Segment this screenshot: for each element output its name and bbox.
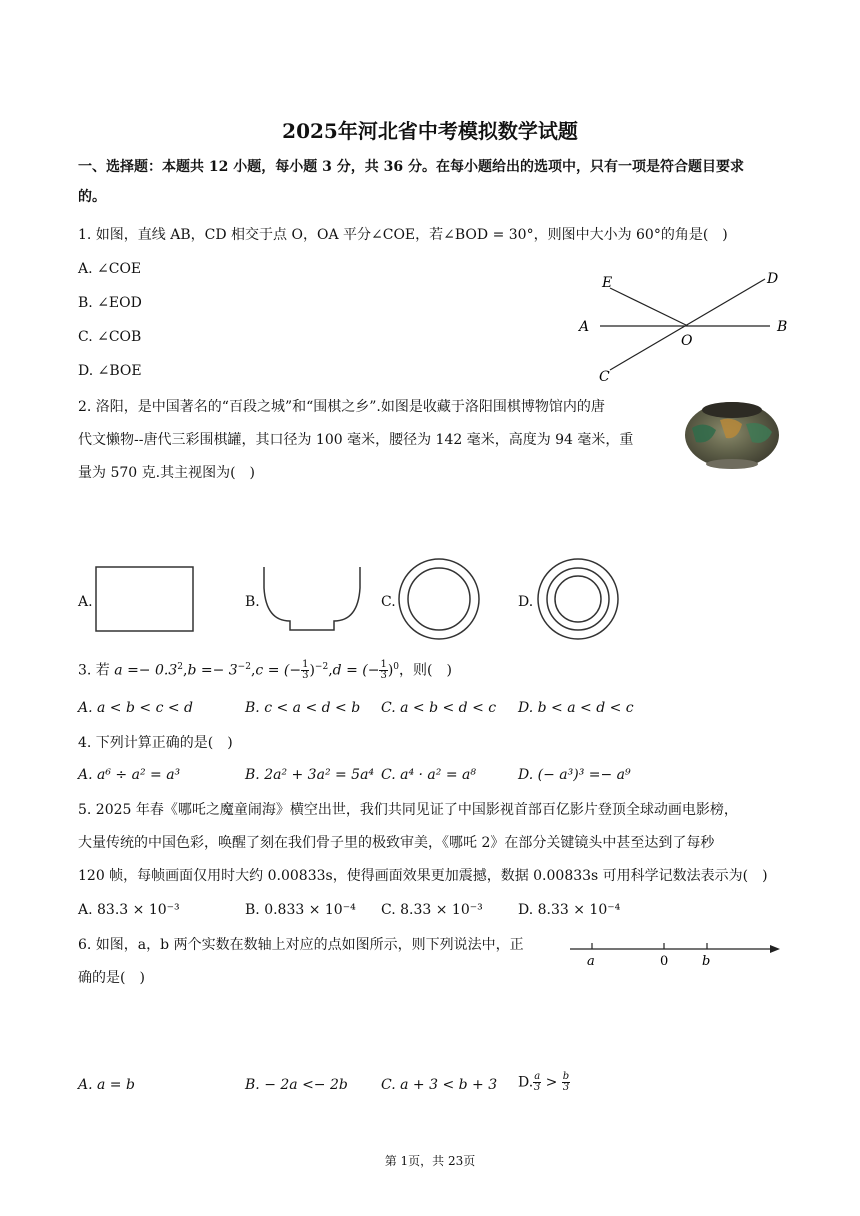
q5-line2: 大量传统的中国色彩，唤醒了刻在我们骨子里的极致审美，《哪吒 2》在部分关键镜头中甚至达到了每秒 [78,835,715,851]
q1-option-a: A. ∠COE [78,261,142,277]
q6-number-line [568,935,783,971]
q6-option-d: D. $\frac{a}{3}$ > $\frac{b}{3}$ [518,1071,570,1093]
q2-line3: 量为 570 克.其主视图为( ) [78,465,255,481]
q5-option-c: C. 8.33 × 10⁻³ [381,902,483,918]
q3-stem: 3. 若 $a =- 0.3^2,b =- 3^{-2},c$ = (− $\frac{1}{3}$ )$^{-2}$,d = (− $\frac{1}{3}$ )$^0$，则( ) [78,659,452,682]
label-C: C [599,369,610,385]
go-jar-photo [682,390,782,472]
q6-line1: 6. 如图，a，b 两个实数在数轴上对应的点如图所示，则下列说法中，正 [78,937,524,953]
q2-line1: 2. 洛阳，是中国著名的“百段之城”和“围棋之乡”.如图是收藏于洛阳围棋博物馆内的唐 [78,399,605,415]
q1-option-c: C. ∠COB [78,329,142,345]
q2-option-c-two-circles [397,557,481,641]
page-footer: 第 1页，共 23页 [384,1154,476,1168]
page-title: 2025年河北省中考模拟数学试题 [282,119,578,143]
q5-option-a: A. 83.3 × 10⁻³ [78,902,180,918]
section-heading-line1: 一、选择题：本题共 12 小题，每小题 3 分，共 36 分。在每小题给出的选项中，只有一项是符合题目要求 [78,159,744,175]
q4-option-b: B. 2a² + 3a² = 5a⁴ [245,767,375,783]
q2-option-b: B. [245,594,260,610]
q4-option-d: D. (− a³)³ =− a⁹ [518,767,631,783]
label-D: D [767,271,779,287]
q1-option-b: B. ∠EOD [78,295,142,311]
q4-option-c: C. a⁴ · a² = a⁸ [381,767,476,783]
q2-option-b-bowl [262,566,362,634]
q3-option-b: B. c < a < d < b [245,700,361,716]
axis-label-zero: 0 [660,954,669,969]
q5-line1: 5. 2025 年春《哪吒之魔童闹海》横空出世，我们共同见证了中国影视首部百亿影片登顶全球动画电影榜， [78,802,738,818]
q4-option-a: A. a⁶ ÷ a² = a³ [78,767,181,783]
label-E: E [602,275,613,291]
label-B: B [777,319,788,335]
q2-line2: 代文懒物--唐代三彩围棋罐，其口径为 100 毫米，腰径为 142 毫米，高度为 94 毫米，重 [78,432,634,448]
q1-stem: 1. 如图，直线 AB，CD 相交于点 O，OA 平分∠COE，若∠BOD = 30°，则图中大小为 60°的角是( ) [78,227,728,243]
q2-option-a: A. [78,594,93,610]
q6-option-c: C. a + 3 < b + 3 [381,1077,498,1093]
q5-option-b: B. 0.833 × 10⁻⁴ [245,902,356,918]
section-heading-line2: 的。 [78,189,106,205]
q2-option-c: C. [381,594,396,610]
axis-label-b: b [702,954,711,969]
q4-stem: 4. 下列计算正确的是( ) [78,735,233,751]
q6-option-b: B. − 2a <− 2b [245,1077,348,1093]
q1-option-d: D. ∠BOE [78,363,142,379]
q5-line3: 120 帧，每帧画面仅用时大约 0.00833s，使得画面效果更加震撼，数据 0.00833s 可用科学记数法表示为( ) [78,868,768,884]
q6-line2: 确的是( ) [78,970,145,986]
q1-intersecting-lines-figure [575,265,795,385]
q2-option-a-rectangle [95,566,195,634]
q6-option-a: A. a = b [78,1077,135,1093]
axis-label-a: a [587,954,595,969]
label-A: A [579,319,590,335]
q3-option-c: C. a < b < d < c [381,700,497,716]
q3-option-d: D. b < a < d < c [518,700,634,716]
q3-option-a: A. a < b < c < d [78,700,194,716]
q2-option-d-three-circles [536,557,620,641]
q2-option-d: D. [518,594,534,610]
label-O: O [681,333,693,349]
q5-option-d: D. 8.33 × 10⁻⁴ [518,902,621,918]
